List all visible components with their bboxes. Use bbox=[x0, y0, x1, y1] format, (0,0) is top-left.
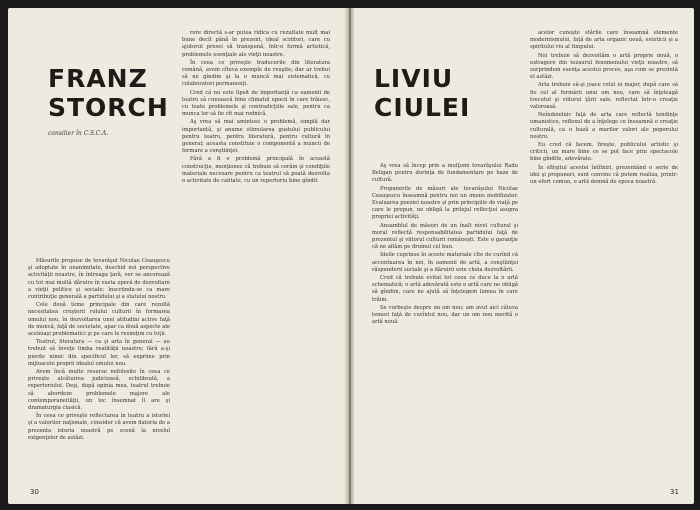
paragraph: Cele două teme principale din care rezultă necesitatea creşterii rolului culturii în formarea omului nou, în dezvoltarea unei atitudini active faţă de muncă, faţă de societate, apar ca două aspecte ale aceleiaşi problematici şi pe care le resimţim cu toţii. bbox=[28, 302, 170, 338]
paragraph: Ansamblul de măsuri de un înalt nivel cultural şi moral reflectă responsabilitatea partidului faţă de prezentul şi viitorul culturii româneşti. Este o garanţie că ne aflăm pe drumul cel bun. bbox=[372, 222, 518, 251]
paragraph: Măsurile propuse de tovarăşul Nicolae Ceauşescu şi adoptate în unanimitate, deschid noi perspective activităţii noastre, în întreaga ţară, ver se ancorează cu tot mai multă dăruire în vasta operă de dezvoltare a vieţii politice şi sociale; înscriindu-se ca mare contribuţie generală a partidului şi a statului nostru. bbox=[28, 258, 170, 301]
left-article-header bbox=[48, 66, 169, 137]
paragraph: Ideile cuprinse în aceste materiale cîte de curînd că accentuarea în noi, în oamenii de artă, a conştiinţei răspunderii sociale şi a dăruirii este cheia dezvoltării. bbox=[372, 252, 518, 273]
paragraph: acelor cunoşte stările care înseamnă elemente modernismului, faţă de arta organic nouă, esteticii şi a spiritului viu al timpului. bbox=[530, 30, 678, 51]
right-article-header bbox=[374, 66, 470, 120]
author-name-line1: LIVIU bbox=[374, 64, 454, 93]
paragraph: Aş vrea să încep prin a mulţumi tovarăşului Radu Beligan pentru dorinţa de fundamentare pe baze de cultură. bbox=[372, 163, 518, 184]
paragraph: Noi trebuie să dezvoltăm o artă proprie nouă, o extragere din tezaurul fenomenului vieţii noastre, să surprindem esenţa acestui proces, aşa cum se prezintă el astăzi. bbox=[530, 52, 678, 81]
paragraph: Teatrul, literatura — ca şi arta în general — au trebuit să înveţe limba realităţii noastre; fără a-şi pierde nimic din specificul lor, să exprime prin mijloacele proprii idealul omului nou. bbox=[28, 339, 170, 367]
paragraph: rere directă s-ar putea ridica cu rezultate mult mai bune decît până în prezent, ideal scriitori, care cu ajutorul presei să transpună, într-o formă artistică, problemele esenţiale ale vieţii noastre. bbox=[182, 30, 330, 58]
paragraph: Avem încă multe resurse nefolosite în ceea ce priveşte alcătuirea judicioasă, echilibrată, a repertoriului. Deşi, după opinia mea, teatrul trebuie să abordeze problemele majore ale contemporaneităţii, un loc însemnat îl are şi dramaturgia clasică. bbox=[28, 369, 170, 412]
paragraph: Se vorbeşte despre un om nou; am avut aici câteva temeri faţă de cuvîntul nou, dar un om nou merită o artă nouă. bbox=[372, 304, 518, 326]
paragraph: Arta trebuie să-şi joace rolul ei major, după care să fie cel al formării unui om nou, care să înţeleagă trecutul şi viitorul ţării sale, reflectat într-o creaţie valoroasă. bbox=[530, 82, 678, 111]
paragraph: În ceea ce priveşte traducerile din literatura română, avem cîteva exemple de reuşite; dar ar trebui să ne gîndim şi la o muncă mai sistematică, cu colaboratori permanenţi. bbox=[182, 59, 330, 88]
left-page bbox=[8, 8, 346, 504]
right-column-1 bbox=[372, 163, 518, 493]
author-role: consilier în C.S.C.A. bbox=[48, 130, 109, 137]
paragraph: Aş vrea să mai amintesc o problemă, simplă dar importantă, şi anume stimularea gustului publicului pentru teatru, pentru literatură, pentru cultură în general; aceasta constituie o componentă a muncii de formare a conştiinţei. bbox=[182, 119, 330, 155]
left-column-1 bbox=[28, 258, 170, 476]
paragraph: Neîndoielnic faţă de arta care reflectă tendinţe umanistice, reflexul de a înţelege ce înseamnă o creaţie culturală, ca o bază a marilor valori ale poporului nostru. bbox=[530, 112, 678, 140]
author-name-line1: FRANZ bbox=[48, 64, 148, 93]
paragraph: Eu cred că facem, fireşte, publicului artistic şi criticii, un mare bine ce se pot face prin spectacole bine gîndite, adevărate. bbox=[530, 142, 678, 163]
paragraph: Fără a fi o problemă principală în această construcţie, menţionez că trebuie să cerăm şi condiţiile materiale necesare pentru ca teatrul să poată dezvolta o activitate de calitate, cu un repertoriu bine gîndit. bbox=[182, 156, 330, 185]
paragraph: Propunerile de măsuri ale tovarăşului Nicolae Ceauşescu înseamnă pentru noi un imens mobilizator. Evaluarea poeziei noastre şi prin principiile de viaţă pe care le propun, ne obligă la prilejul reflecţiei asupra propriei activităţi. bbox=[372, 185, 518, 221]
author-name-line2: STORCH bbox=[48, 93, 169, 122]
page-number-right: 31 bbox=[670, 488, 679, 496]
paragraph: În sfîrşitul acestei întîlniri, prezentând o serie de idei şi propuneri, sunt convins că putem realiza, printr-un efort comun, o artă demnă de epoca noastră. bbox=[530, 164, 678, 186]
right-column-2 bbox=[530, 30, 678, 480]
paragraph: Cred că nu este lipsit de importanţă ca oamenii de teatru să cunoască bine climatul epocii în care trăiesc, cu toate problemele şi contradicţiile sale, pentru ca munca lor să fie cît mai rodnică. bbox=[182, 89, 330, 118]
paragraph: Cred că trebuie evitat tot ceea ce duce la o artă schematică; o artă adevărată este o artă care ne obligă să gîndim, care ne ajută să înţelegem lumea în care trăim. bbox=[372, 275, 518, 303]
right-page bbox=[354, 8, 694, 504]
author-name-line2: CIULEI bbox=[374, 93, 471, 122]
paragraph: În ceea ce priveşte reflectarea în teatru a istoriei şi a valorilor naţionale, consider că avem datoria de a prezenta istoria noastră pe scenă la nivelul exigenţelor de astăzi. bbox=[28, 413, 170, 441]
page-number-left: 30 bbox=[30, 488, 39, 496]
left-column-2 bbox=[182, 30, 330, 476]
